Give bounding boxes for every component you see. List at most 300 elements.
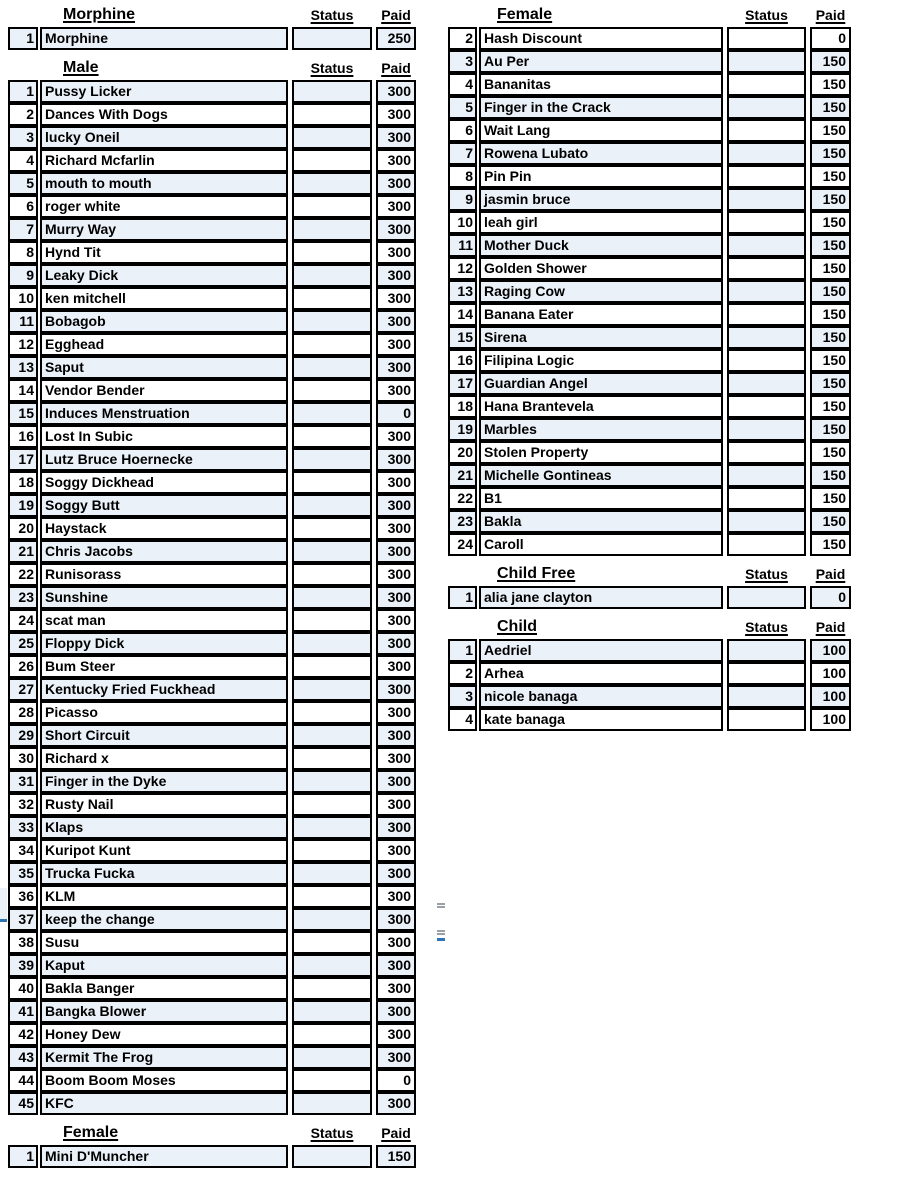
row-number-cell[interactable]: 35 [8, 862, 38, 885]
status-cell[interactable] [292, 747, 372, 770]
status-cell[interactable] [292, 287, 372, 310]
name-cell[interactable]: Lost In Subic [40, 425, 288, 448]
paid-cell[interactable]: 300 [376, 954, 416, 977]
row-number-cell[interactable]: 6 [8, 195, 38, 218]
paid-cell[interactable]: 150 [810, 234, 851, 257]
name-cell[interactable]: Dances With Dogs [40, 103, 288, 126]
name-cell[interactable]: Leaky Dick [40, 264, 288, 287]
paid-cell[interactable]: 300 [376, 471, 416, 494]
status-cell[interactable] [727, 464, 806, 487]
row-number-cell[interactable]: 14 [8, 379, 38, 402]
status-cell[interactable] [292, 1023, 372, 1046]
name-cell[interactable]: Kermit The Frog [40, 1046, 288, 1069]
status-cell[interactable] [727, 326, 806, 349]
status-cell[interactable] [727, 395, 806, 418]
name-cell[interactable]: Stolen Property [479, 441, 723, 464]
name-cell[interactable]: Au Per [479, 50, 723, 73]
status-cell[interactable] [727, 234, 806, 257]
paid-cell[interactable]: 150 [810, 464, 851, 487]
status-cell[interactable] [292, 563, 372, 586]
name-cell[interactable]: mouth to mouth [40, 172, 288, 195]
paid-cell[interactable]: 300 [376, 80, 416, 103]
paid-cell[interactable]: 300 [376, 333, 416, 356]
row-number-cell[interactable]: 29 [8, 724, 38, 747]
row-number-cell[interactable]: 39 [8, 954, 38, 977]
row-number-cell[interactable]: 23 [8, 586, 38, 609]
paid-cell[interactable]: 300 [376, 816, 416, 839]
name-cell[interactable]: Saput [40, 356, 288, 379]
row-number-cell[interactable]: 8 [8, 241, 38, 264]
status-cell[interactable] [292, 540, 372, 563]
status-cell[interactable] [292, 27, 372, 50]
name-cell[interactable]: nicole banaga [479, 685, 723, 708]
row-number-cell[interactable]: 18 [448, 395, 477, 418]
row-number-cell[interactable]: 28 [8, 701, 38, 724]
paid-cell[interactable]: 300 [376, 540, 416, 563]
paid-cell[interactable]: 150 [810, 142, 851, 165]
row-number-cell[interactable]: 16 [448, 349, 477, 372]
row-number-cell[interactable]: 41 [8, 1000, 38, 1023]
paid-cell[interactable]: 300 [376, 149, 416, 172]
status-cell[interactable] [727, 165, 806, 188]
status-cell[interactable] [292, 471, 372, 494]
name-cell[interactable]: Mother Duck [479, 234, 723, 257]
paid-cell[interactable]: 100 [810, 639, 851, 662]
name-cell[interactable]: Rowena Lubato [479, 142, 723, 165]
status-cell[interactable] [292, 770, 372, 793]
status-cell[interactable] [727, 685, 806, 708]
paid-cell[interactable]: 300 [376, 264, 416, 287]
name-cell[interactable]: Kentucky Fried Fuckhead [40, 678, 288, 701]
status-cell[interactable] [292, 862, 372, 885]
name-cell[interactable]: Kaput [40, 954, 288, 977]
name-cell[interactable]: Hash Discount [479, 27, 723, 50]
paid-cell[interactable]: 150 [810, 211, 851, 234]
status-cell[interactable] [292, 908, 372, 931]
status-cell[interactable] [727, 349, 806, 372]
paid-cell[interactable]: 150 [810, 349, 851, 372]
row-number-cell[interactable]: 21 [8, 540, 38, 563]
status-cell[interactable] [727, 211, 806, 234]
paid-cell[interactable]: 150 [810, 165, 851, 188]
row-number-cell[interactable]: 38 [8, 931, 38, 954]
paid-cell[interactable]: 100 [810, 708, 851, 731]
status-cell[interactable] [292, 218, 372, 241]
name-cell[interactable]: Bakla [479, 510, 723, 533]
name-cell[interactable]: Bobagob [40, 310, 288, 333]
name-cell[interactable]: Guardian Angel [479, 372, 723, 395]
row-number-cell[interactable]: 10 [448, 211, 477, 234]
paid-cell[interactable]: 150 [810, 395, 851, 418]
name-cell[interactable]: Finger in the Crack [479, 96, 723, 119]
status-cell[interactable] [727, 280, 806, 303]
status-cell[interactable] [727, 96, 806, 119]
name-cell[interactable]: Chris Jacobs [40, 540, 288, 563]
row-number-cell[interactable]: 20 [8, 517, 38, 540]
status-cell[interactable] [727, 510, 806, 533]
name-cell[interactable]: Picasso [40, 701, 288, 724]
status-cell[interactable] [292, 1069, 372, 1092]
row-number-cell[interactable]: 1 [448, 586, 477, 609]
paid-cell[interactable]: 300 [376, 770, 416, 793]
name-cell[interactable]: B1 [479, 487, 723, 510]
paid-cell[interactable]: 300 [376, 724, 416, 747]
paid-cell[interactable]: 150 [376, 1145, 416, 1168]
paid-cell[interactable]: 300 [376, 195, 416, 218]
name-cell[interactable]: Bananitas [479, 73, 723, 96]
row-number-cell[interactable]: 1 [8, 27, 38, 50]
name-cell[interactable]: Sunshine [40, 586, 288, 609]
row-number-cell[interactable]: 18 [8, 471, 38, 494]
name-cell[interactable]: Boom Boom Moses [40, 1069, 288, 1092]
status-cell[interactable] [727, 487, 806, 510]
name-cell[interactable]: KLM [40, 885, 288, 908]
row-number-cell[interactable]: 3 [448, 685, 477, 708]
status-cell[interactable] [292, 655, 372, 678]
name-cell[interactable]: Honey Dew [40, 1023, 288, 1046]
paid-cell[interactable]: 300 [376, 1023, 416, 1046]
paid-cell[interactable]: 150 [810, 510, 851, 533]
paid-cell[interactable]: 300 [376, 1046, 416, 1069]
row-number-cell[interactable]: 5 [448, 96, 477, 119]
name-cell[interactable]: Pussy Licker [40, 80, 288, 103]
row-number-cell[interactable]: 12 [448, 257, 477, 280]
paid-cell[interactable]: 300 [376, 862, 416, 885]
row-number-cell[interactable]: 16 [8, 425, 38, 448]
name-cell[interactable]: Morphine [40, 27, 288, 50]
status-cell[interactable] [292, 241, 372, 264]
name-cell[interactable]: Induces Menstruation [40, 402, 288, 425]
status-cell[interactable] [727, 73, 806, 96]
row-number-cell[interactable]: 27 [8, 678, 38, 701]
name-cell[interactable]: Arhea [479, 662, 723, 685]
paid-cell[interactable]: 300 [376, 609, 416, 632]
status-cell[interactable] [292, 425, 372, 448]
name-cell[interactable]: Bakla Banger [40, 977, 288, 1000]
paid-cell[interactable]: 300 [376, 885, 416, 908]
status-cell[interactable] [292, 1046, 372, 1069]
status-cell[interactable] [727, 708, 806, 731]
name-cell[interactable]: Marbles [479, 418, 723, 441]
name-cell[interactable]: Short Circuit [40, 724, 288, 747]
name-cell[interactable]: Vendor Bender [40, 379, 288, 402]
status-cell[interactable] [727, 441, 806, 464]
status-cell[interactable] [292, 931, 372, 954]
status-cell[interactable] [292, 586, 372, 609]
paid-cell[interactable]: 150 [810, 533, 851, 556]
paid-cell[interactable]: 300 [376, 287, 416, 310]
row-number-cell[interactable]: 9 [448, 188, 477, 211]
row-number-cell[interactable]: 4 [448, 73, 477, 96]
name-cell[interactable]: Trucka Fucka [40, 862, 288, 885]
paid-cell[interactable]: 300 [376, 678, 416, 701]
row-number-cell[interactable]: 13 [8, 356, 38, 379]
paid-cell[interactable]: 150 [810, 257, 851, 280]
status-cell[interactable] [292, 333, 372, 356]
name-cell[interactable]: Bangka Blower [40, 1000, 288, 1023]
paid-cell[interactable]: 0 [810, 27, 851, 50]
name-cell[interactable]: Filipina Logic [479, 349, 723, 372]
status-cell[interactable] [292, 885, 372, 908]
status-cell[interactable] [292, 195, 372, 218]
name-cell[interactable]: roger white [40, 195, 288, 218]
name-cell[interactable]: keep the change [40, 908, 288, 931]
paid-cell[interactable]: 0 [810, 586, 851, 609]
row-number-cell[interactable]: 22 [448, 487, 477, 510]
row-number-cell[interactable]: 34 [8, 839, 38, 862]
status-cell[interactable] [727, 119, 806, 142]
row-number-cell[interactable]: 15 [448, 326, 477, 349]
row-number-cell[interactable]: 7 [8, 218, 38, 241]
status-cell[interactable] [292, 356, 372, 379]
row-number-cell[interactable]: 15 [8, 402, 38, 425]
status-cell[interactable] [727, 533, 806, 556]
paid-cell[interactable]: 300 [376, 747, 416, 770]
name-cell[interactable]: Bum Steer [40, 655, 288, 678]
name-cell[interactable]: Soggy Butt [40, 494, 288, 517]
row-number-cell[interactable]: 20 [448, 441, 477, 464]
row-number-cell[interactable]: 3 [8, 126, 38, 149]
name-cell[interactable]: Aedriel [479, 639, 723, 662]
status-cell[interactable] [292, 402, 372, 425]
name-cell[interactable]: Richard Mcfarlin [40, 149, 288, 172]
paid-cell[interactable]: 300 [376, 632, 416, 655]
paid-cell[interactable]: 150 [810, 73, 851, 96]
row-number-cell[interactable]: 10 [8, 287, 38, 310]
paid-cell[interactable]: 250 [376, 27, 416, 50]
paid-cell[interactable]: 300 [376, 494, 416, 517]
name-cell[interactable]: Susu [40, 931, 288, 954]
name-cell[interactable]: KFC [40, 1092, 288, 1115]
paid-cell[interactable]: 150 [810, 372, 851, 395]
paid-cell[interactable]: 300 [376, 586, 416, 609]
row-number-cell[interactable]: 19 [448, 418, 477, 441]
row-number-cell[interactable]: 14 [448, 303, 477, 326]
paid-cell[interactable]: 300 [376, 103, 416, 126]
status-cell[interactable] [727, 188, 806, 211]
paid-cell[interactable]: 150 [810, 188, 851, 211]
paid-cell[interactable]: 150 [810, 487, 851, 510]
row-number-cell[interactable]: 22 [8, 563, 38, 586]
status-cell[interactable] [292, 977, 372, 1000]
row-number-cell[interactable]: 32 [8, 793, 38, 816]
row-number-cell[interactable]: 3 [448, 50, 477, 73]
status-cell[interactable] [292, 149, 372, 172]
name-cell[interactable]: kate banaga [479, 708, 723, 731]
row-number-cell[interactable]: 17 [8, 448, 38, 471]
row-number-cell[interactable]: 8 [448, 165, 477, 188]
status-cell[interactable] [727, 303, 806, 326]
row-number-cell[interactable]: 11 [448, 234, 477, 257]
status-cell[interactable] [292, 264, 372, 287]
name-cell[interactable]: Caroll [479, 533, 723, 556]
status-cell[interactable] [292, 954, 372, 977]
status-cell[interactable] [292, 126, 372, 149]
status-cell[interactable] [727, 639, 806, 662]
paid-cell[interactable]: 150 [810, 50, 851, 73]
status-cell[interactable] [292, 172, 372, 195]
row-number-cell[interactable]: 13 [448, 280, 477, 303]
name-cell[interactable]: leah girl [479, 211, 723, 234]
row-number-cell[interactable]: 19 [8, 494, 38, 517]
paid-cell[interactable]: 300 [376, 563, 416, 586]
row-number-cell[interactable]: 24 [8, 609, 38, 632]
status-cell[interactable] [292, 701, 372, 724]
name-cell[interactable]: Hynd Tit [40, 241, 288, 264]
row-number-cell[interactable]: 17 [448, 372, 477, 395]
status-cell[interactable] [727, 50, 806, 73]
name-cell[interactable]: Kuripot Kunt [40, 839, 288, 862]
status-cell[interactable] [292, 517, 372, 540]
name-cell[interactable]: Pin Pin [479, 165, 723, 188]
paid-cell[interactable]: 300 [376, 977, 416, 1000]
row-number-cell[interactable]: 2 [448, 662, 477, 685]
row-number-cell[interactable]: 30 [8, 747, 38, 770]
name-cell[interactable]: scat man [40, 609, 288, 632]
paid-cell[interactable]: 300 [376, 908, 416, 931]
status-cell[interactable] [727, 372, 806, 395]
row-number-cell[interactable]: 26 [8, 655, 38, 678]
status-cell[interactable] [292, 1000, 372, 1023]
paid-cell[interactable]: 300 [376, 1000, 416, 1023]
paid-cell[interactable]: 300 [376, 839, 416, 862]
name-cell[interactable]: Egghead [40, 333, 288, 356]
row-number-cell[interactable]: 43 [8, 1046, 38, 1069]
row-number-cell[interactable]: 4 [448, 708, 477, 731]
paid-cell[interactable]: 100 [810, 662, 851, 685]
row-number-cell[interactable]: 42 [8, 1023, 38, 1046]
paid-cell[interactable]: 150 [810, 441, 851, 464]
name-cell[interactable]: Murry Way [40, 218, 288, 241]
row-number-cell[interactable]: 24 [448, 533, 477, 556]
paid-cell[interactable]: 300 [376, 172, 416, 195]
paid-cell[interactable]: 150 [810, 96, 851, 119]
name-cell[interactable]: alia jane clayton [479, 586, 723, 609]
name-cell[interactable]: ken mitchell [40, 287, 288, 310]
row-number-cell[interactable]: 33 [8, 816, 38, 839]
status-cell[interactable] [292, 448, 372, 471]
paid-cell[interactable]: 300 [376, 379, 416, 402]
paid-cell[interactable]: 300 [376, 793, 416, 816]
row-number-cell[interactable]: 1 [8, 1145, 38, 1168]
name-cell[interactable]: Richard x [40, 747, 288, 770]
row-number-cell[interactable]: 7 [448, 142, 477, 165]
paid-cell[interactable]: 0 [376, 402, 416, 425]
paid-cell[interactable]: 300 [376, 218, 416, 241]
paid-cell[interactable]: 300 [376, 701, 416, 724]
row-number-cell[interactable]: 21 [448, 464, 477, 487]
row-number-cell[interactable]: 36 [8, 885, 38, 908]
paid-cell[interactable]: 300 [376, 310, 416, 333]
status-cell[interactable] [292, 839, 372, 862]
row-number-cell[interactable]: 1 [8, 80, 38, 103]
row-number-cell[interactable]: 9 [8, 264, 38, 287]
row-number-cell[interactable]: 2 [448, 27, 477, 50]
status-cell[interactable] [292, 379, 372, 402]
row-number-cell[interactable]: 5 [8, 172, 38, 195]
name-cell[interactable]: Runisorass [40, 563, 288, 586]
paid-cell[interactable]: 300 [376, 126, 416, 149]
paid-cell[interactable]: 300 [376, 425, 416, 448]
paid-cell[interactable]: 300 [376, 241, 416, 264]
status-cell[interactable] [292, 609, 372, 632]
name-cell[interactable]: Banana Eater [479, 303, 723, 326]
status-cell[interactable] [727, 27, 806, 50]
status-cell[interactable] [292, 103, 372, 126]
name-cell[interactable]: Golden Shower [479, 257, 723, 280]
row-number-cell[interactable]: 11 [8, 310, 38, 333]
status-cell[interactable] [292, 816, 372, 839]
name-cell[interactable]: jasmin bruce [479, 188, 723, 211]
status-cell[interactable] [727, 418, 806, 441]
name-cell[interactable]: Floppy Dick [40, 632, 288, 655]
paid-cell[interactable]: 300 [376, 655, 416, 678]
status-cell[interactable] [292, 1145, 372, 1168]
row-number-cell[interactable]: 45 [8, 1092, 38, 1115]
paid-cell[interactable]: 0 [376, 1069, 416, 1092]
paid-cell[interactable]: 150 [810, 280, 851, 303]
row-number-cell[interactable]: 37 [8, 908, 38, 931]
name-cell[interactable]: Klaps [40, 816, 288, 839]
paid-cell[interactable]: 300 [376, 517, 416, 540]
row-number-cell[interactable]: 4 [8, 149, 38, 172]
paid-cell[interactable]: 150 [810, 303, 851, 326]
name-cell[interactable]: Hana Brantevela [479, 395, 723, 418]
status-cell[interactable] [727, 662, 806, 685]
row-number-cell[interactable]: 25 [8, 632, 38, 655]
paid-cell[interactable]: 300 [376, 1092, 416, 1115]
paid-cell[interactable]: 100 [810, 685, 851, 708]
row-number-cell[interactable]: 31 [8, 770, 38, 793]
row-number-cell[interactable]: 40 [8, 977, 38, 1000]
name-cell[interactable]: Sirena [479, 326, 723, 349]
status-cell[interactable] [292, 1092, 372, 1115]
name-cell[interactable]: Lutz Bruce Hoernecke [40, 448, 288, 471]
row-number-cell[interactable]: 44 [8, 1069, 38, 1092]
status-cell[interactable] [292, 678, 372, 701]
status-cell[interactable] [292, 724, 372, 747]
row-number-cell[interactable]: 2 [8, 103, 38, 126]
paid-cell[interactable]: 150 [810, 326, 851, 349]
status-cell[interactable] [292, 310, 372, 333]
row-number-cell[interactable]: 23 [448, 510, 477, 533]
paid-cell[interactable]: 150 [810, 119, 851, 142]
paid-cell[interactable]: 300 [376, 931, 416, 954]
name-cell[interactable]: Soggy Dickhead [40, 471, 288, 494]
name-cell[interactable]: Finger in the Dyke [40, 770, 288, 793]
paid-cell[interactable]: 300 [376, 448, 416, 471]
name-cell[interactable]: Wait Lang [479, 119, 723, 142]
row-number-cell[interactable]: 1 [448, 639, 477, 662]
paid-cell[interactable]: 150 [810, 418, 851, 441]
status-cell[interactable] [292, 632, 372, 655]
name-cell[interactable]: Haystack [40, 517, 288, 540]
name-cell[interactable]: lucky Oneil [40, 126, 288, 149]
status-cell[interactable] [292, 494, 372, 517]
row-number-cell[interactable]: 12 [8, 333, 38, 356]
row-number-cell[interactable]: 6 [448, 119, 477, 142]
name-cell[interactable]: Michelle Gontineas [479, 464, 723, 487]
status-cell[interactable] [727, 142, 806, 165]
name-cell[interactable]: Mini D'Muncher [40, 1145, 288, 1168]
name-cell[interactable]: Rusty Nail [40, 793, 288, 816]
name-cell[interactable]: Raging Cow [479, 280, 723, 303]
status-cell[interactable] [727, 586, 806, 609]
status-cell[interactable] [292, 80, 372, 103]
status-cell[interactable] [292, 793, 372, 816]
status-cell[interactable] [727, 257, 806, 280]
paid-cell[interactable]: 300 [376, 356, 416, 379]
